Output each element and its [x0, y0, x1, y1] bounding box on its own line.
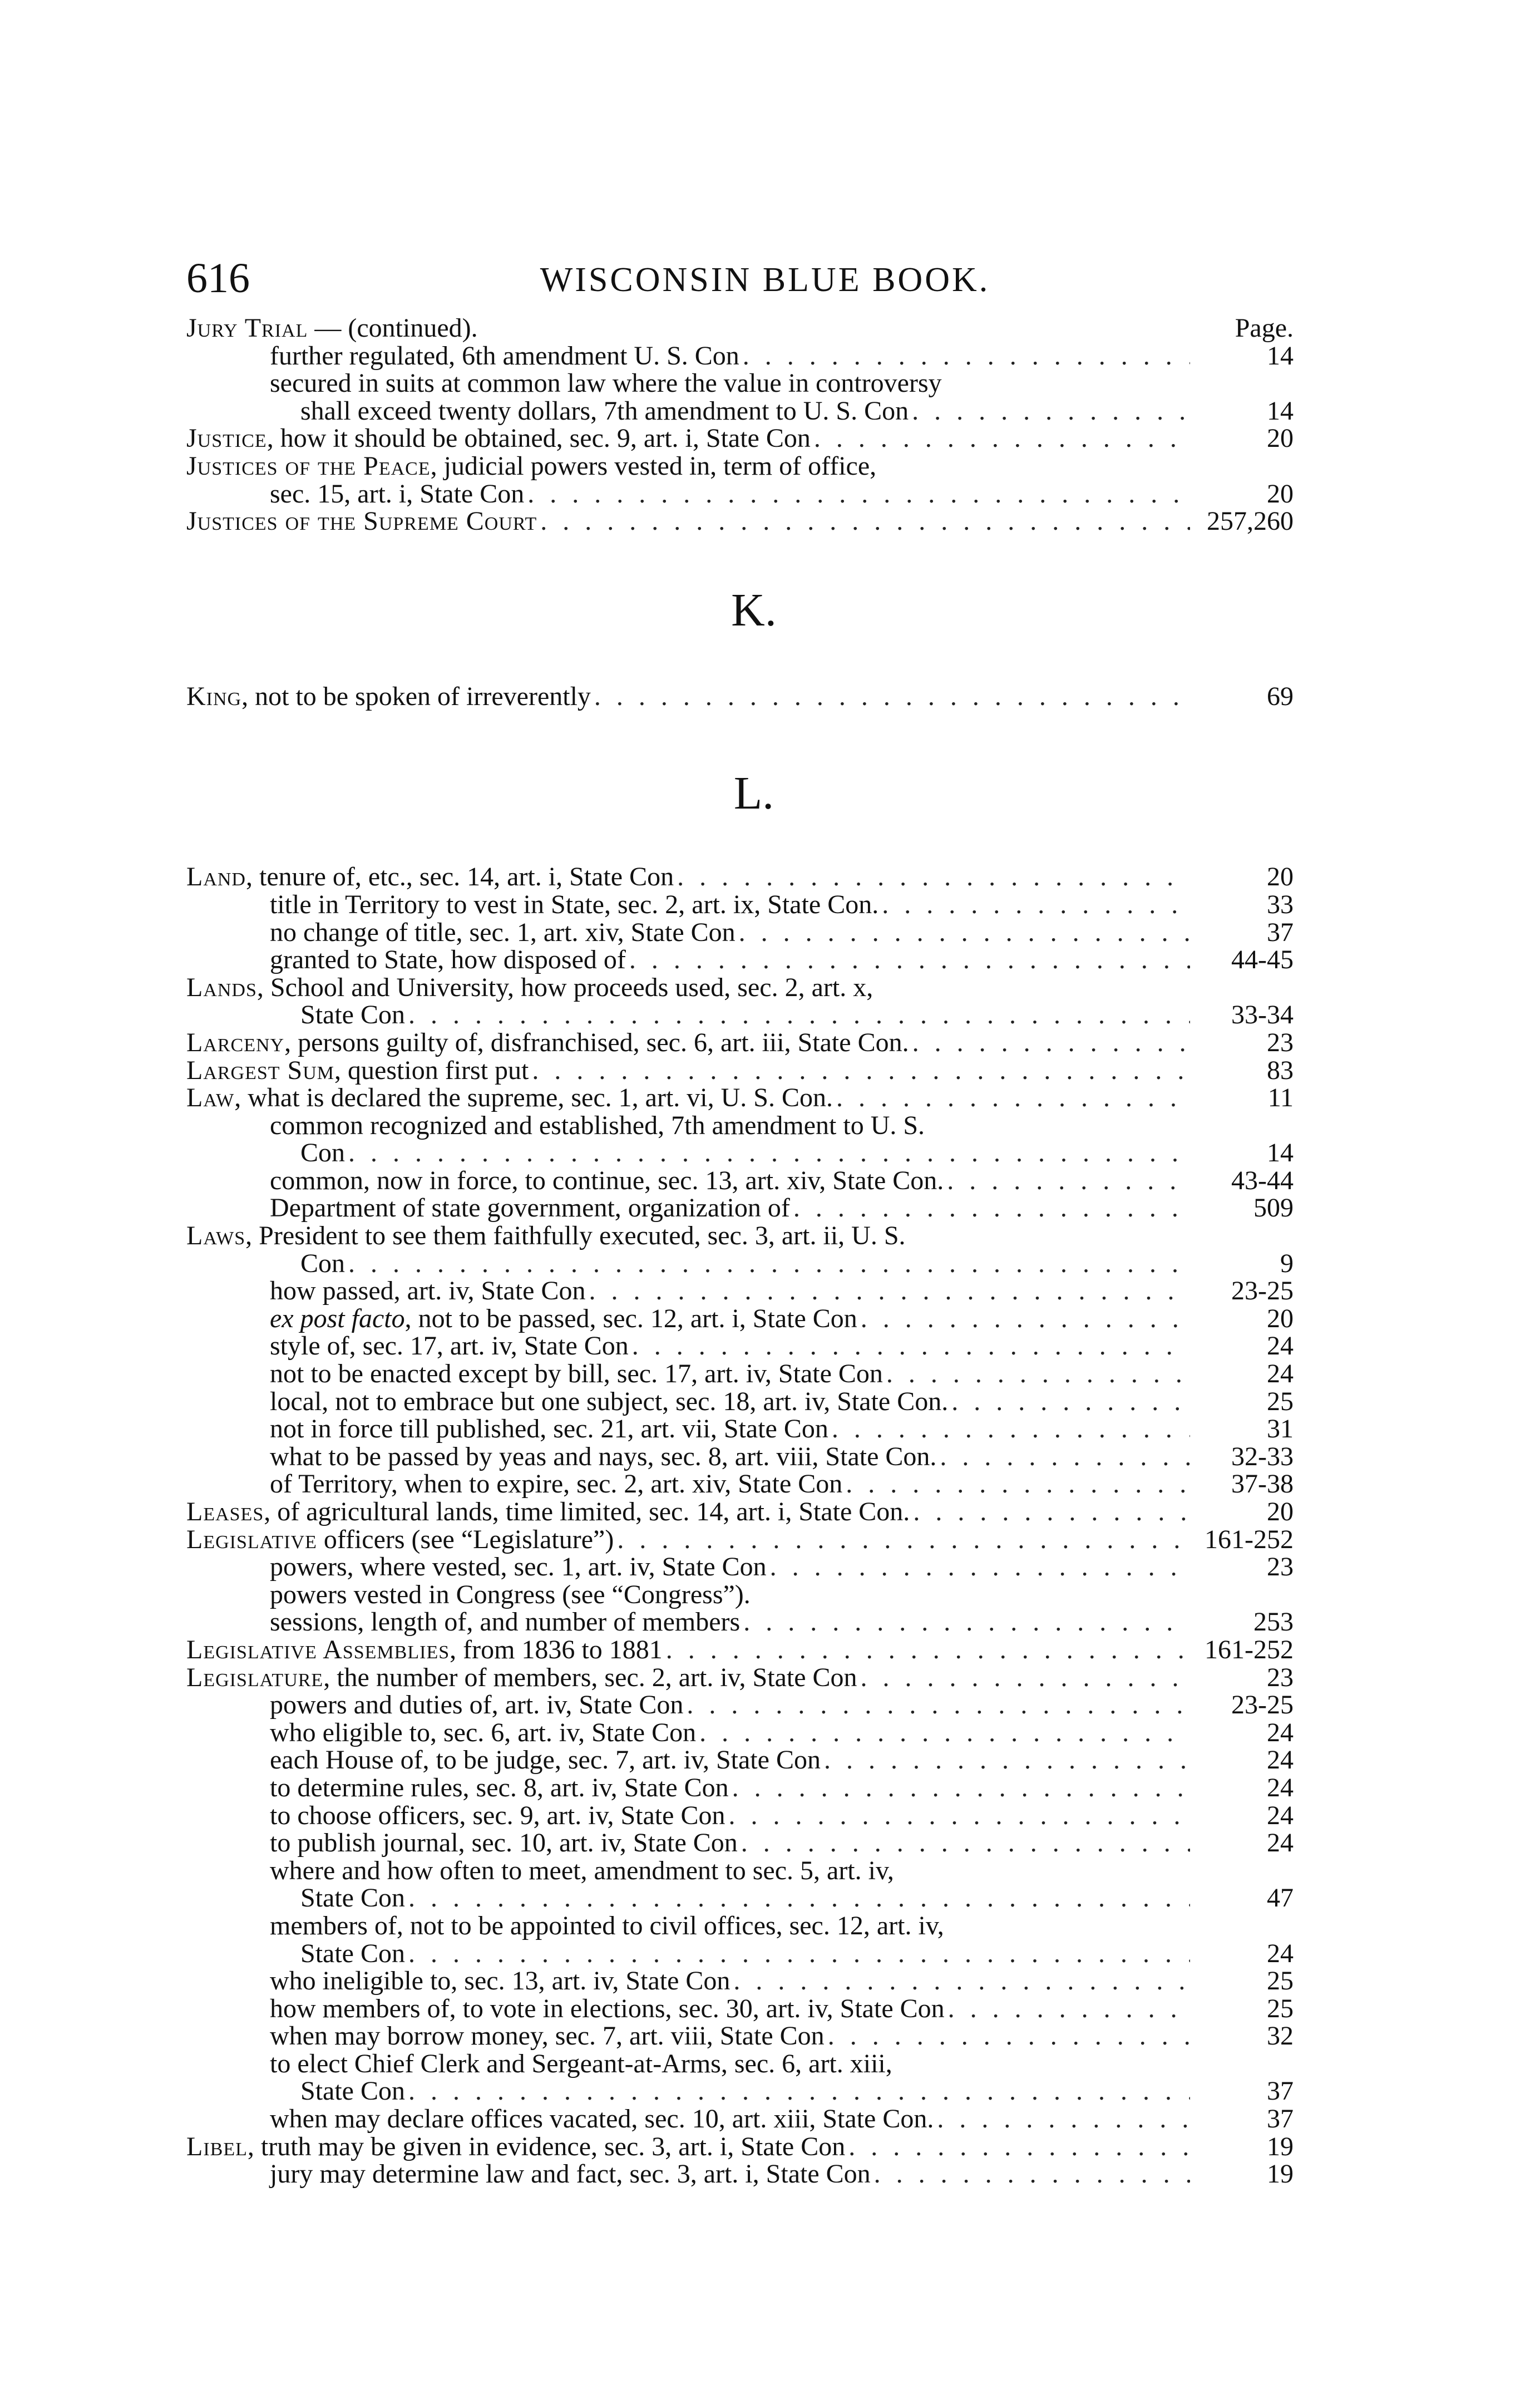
dot-leader: [348, 1139, 1190, 1167]
entry-body: sessions, length of, and number of members: [270, 1607, 741, 1637]
entry-body: powers, where vested, sec. 1, art. iv, State Con: [270, 1552, 767, 1582]
entry-body: members of, not to be appointed to civil offices, sec. 12, art. iv,: [270, 1910, 944, 1940]
entry-text: [186, 974, 873, 1002]
entry-page: 47: [1267, 1883, 1294, 1913]
entry-page: 37-38: [1231, 1469, 1294, 1499]
dot-leader: [848, 2133, 1190, 2161]
entry-text: shall exceed twenty dollars, 7th amendment to U. S. Con: [300, 396, 909, 426]
entry-page: 32: [1267, 2021, 1294, 2051]
dot-leader: [739, 919, 1190, 947]
dot-leader: [874, 2160, 1190, 2188]
dot-leader: [408, 1940, 1190, 1968]
entry-heading: Lands: [186, 972, 257, 1002]
dot-leader: [728, 1802, 1190, 1830]
entry-body: Con: [300, 1248, 345, 1278]
dot-leader: [940, 1443, 1190, 1471]
dot-leader: [687, 1691, 1190, 1719]
dot-leader: [951, 1388, 1190, 1416]
dot-leader: [632, 1332, 1190, 1360]
index-entry: [186, 508, 1294, 535]
entry-text: [186, 1029, 909, 1057]
entry-text: [270, 1746, 821, 1774]
entry-text: [270, 1112, 925, 1140]
index-entry: [186, 1277, 1294, 1305]
index-entry: [186, 1691, 1294, 1719]
entry-body: granted to State, how disposed of: [270, 945, 626, 975]
entry-page: 11: [1267, 1083, 1294, 1113]
entry-page: 20: [1267, 423, 1294, 454]
index-entry: [186, 1995, 1294, 2023]
entry-body: common, now in force, to continue, sec. 13, art. xiv, State Con.: [270, 1165, 944, 1195]
dot-leader: [733, 1967, 1190, 1995]
entry-body: to determine rules, sec. 8, art. iv, State Con: [270, 1772, 729, 1802]
entry-page: 32-33: [1231, 1441, 1294, 1471]
entry-heading: Leases: [186, 1497, 264, 1526]
entry-text: secured in suits at common law where the value in controversy: [270, 368, 942, 398]
entry-body: to publish journal, sec. 10, art. iv, State Con: [270, 1828, 738, 1858]
entry-text: [300, 1884, 405, 1912]
entry-page: 20: [1267, 1497, 1294, 1526]
entry-text: [186, 1084, 833, 1112]
dot-leader: [882, 891, 1190, 919]
entry-page: 19: [1267, 2159, 1294, 2189]
entry-heading: Justices of the Peace: [186, 451, 431, 481]
dot-leader: [828, 2022, 1190, 2050]
entry-text: [186, 1664, 857, 1692]
entry-heading: Legislature: [186, 1662, 324, 1692]
index-entry: [186, 1194, 1294, 1222]
entry-body: , what is declared the supreme, sec. 1, art. vi, U. S. Con.: [234, 1083, 833, 1113]
entry-text: [270, 1829, 738, 1857]
index-entry: [186, 1167, 1294, 1195]
entry-page: 19: [1267, 2131, 1294, 2161]
entry-text: [270, 1194, 790, 1222]
dot-leader: [348, 1250, 1190, 1278]
index-entry: [186, 370, 1294, 397]
entry-page: 25: [1267, 1993, 1294, 2023]
l-entries: [186, 863, 1294, 2188]
entry-body: State Con: [300, 1000, 405, 1030]
entry-text: [300, 1001, 405, 1029]
dot-leader: [532, 1057, 1190, 1085]
entry-heading: Justice: [186, 423, 267, 454]
entry-text: [270, 1277, 585, 1305]
entry-page: 20: [1267, 1303, 1294, 1333]
entry-text: [270, 2050, 892, 2078]
index-entry: [186, 1057, 1294, 1085]
entry-text: Justices of the Peace, judicial powers vested in, term of office,: [186, 451, 877, 481]
dot-leader: [594, 683, 1190, 711]
index-entry: [186, 2160, 1294, 2188]
entry-body: State Con: [300, 1883, 405, 1913]
entry-heading: Largest Sum: [186, 1055, 335, 1085]
entry-heading: Land: [186, 862, 246, 892]
entry-text: [270, 1967, 730, 1995]
index-entry: [186, 342, 1294, 370]
entry-page: 20: [1267, 862, 1294, 892]
entry-text: [270, 891, 878, 919]
entry-heading: Legislative: [186, 1524, 317, 1554]
index-entry: [186, 1470, 1294, 1498]
entry-text: [270, 1691, 683, 1719]
entry-body: , the number of members, sec. 2, art. iv, State Con: [323, 1662, 857, 1692]
entry-page: 257,260: [1207, 506, 1294, 536]
entry-page: 43-44: [1231, 1165, 1294, 1195]
entry-heading: Larceny: [186, 1027, 285, 1057]
entry-body: , of agricultural lands, time limited, sec. 14, art. i, State Con.: [264, 1497, 910, 1526]
index-entry: [186, 1829, 1294, 1857]
entry-body: to choose officers, sec. 9, art. iv, State Con: [270, 1800, 725, 1830]
entry-page: 509: [1253, 1193, 1294, 1223]
entry-body: when may borrow money, sec. 7, art. viii, State Con: [270, 2021, 825, 2051]
entry-page: 23-25: [1231, 1690, 1294, 1720]
entry-body: not to be enacted except by bill, sec. 17, art. iv, State Con: [270, 1359, 883, 1389]
entry-text: [270, 1802, 725, 1830]
index-entry: [186, 974, 1294, 1002]
entry-page: 9: [1280, 1248, 1294, 1278]
entry-text: [186, 1526, 614, 1554]
dot-leader: [886, 1360, 1190, 1388]
entry-body: local, not to embrace but one subject, sec. 18, art. iv, State Con.: [270, 1386, 949, 1416]
entry-text: Justice, how it should be obtained, sec. 9, art. i, State Con: [186, 423, 811, 454]
index-entry: [186, 1415, 1294, 1443]
entry-text: sec. 15, art. i, State Con: [270, 479, 525, 509]
book-page: [186, 253, 1294, 2188]
dot-leader: [770, 1553, 1190, 1581]
entry-body: officers (see “Legislature”): [317, 1524, 614, 1554]
entry-page: 37: [1267, 2076, 1294, 2106]
dot-leader: [947, 1167, 1190, 1195]
dot-leader: [408, 1001, 1190, 1029]
entry-page: 253: [1253, 1607, 1294, 1637]
entry-text: [270, 1470, 842, 1498]
index-entry: [186, 2022, 1294, 2050]
entry-italic: ex post facto: [270, 1303, 405, 1333]
index-entry: [186, 1250, 1294, 1278]
index-entry: [186, 2133, 1294, 2161]
entry-body: where and how often to meet, amendment to sec. 5, art. iv,: [270, 1855, 894, 1885]
index-entry: [186, 1802, 1294, 1830]
dot-leader: [666, 1636, 1190, 1664]
entry-text: [270, 1608, 740, 1636]
entry-body: , tenure of, etc., sec. 14, art. i, State Con: [245, 862, 674, 892]
entry-page: 24: [1267, 1828, 1294, 1858]
dot-leader: [824, 1746, 1190, 1774]
entry-text: [270, 1857, 894, 1885]
entry-body: no change of title, sec. 1, art. xiv, State Con: [270, 917, 736, 947]
entry-body: powers vested in Congress (see “Congress”).: [270, 1579, 751, 1609]
dot-leader: [527, 480, 1190, 508]
entry-page: 23: [1267, 1027, 1294, 1057]
dot-leader: [617, 1526, 1190, 1554]
entry-body: , persons guilty of, disfranchised, sec. 6, art. iii, State Con.: [284, 1027, 909, 1057]
entry-text: [300, 1139, 345, 1167]
index-entry: [186, 1112, 1294, 1140]
index-entry: [186, 1443, 1294, 1471]
dot-leader: [741, 1829, 1190, 1857]
entry-page: 24: [1267, 1938, 1294, 1968]
entry-page: 14: [1267, 341, 1294, 371]
entry-text: [270, 1332, 629, 1360]
continued-note: — (continued).: [308, 313, 478, 343]
entry-page: 14: [1267, 1138, 1294, 1168]
entry-body: each House of, to be judge, sec. 7, art. iv, State Con: [270, 1745, 821, 1775]
entry-page: 69: [1267, 681, 1294, 711]
entry-body: of Territory, when to expire, sec. 2, art. xiv, State Con: [270, 1469, 843, 1499]
index-entry: [186, 1940, 1294, 1968]
entry-text: [270, 1443, 936, 1471]
index-entry: [186, 314, 1294, 342]
index-entry: [186, 1912, 1294, 1940]
entry-body: powers and duties of, art. iv, State Con: [270, 1690, 684, 1720]
index-entry: [186, 1526, 1294, 1554]
entry-text: [270, 1360, 883, 1388]
index-body: [186, 314, 1294, 2188]
entry-body: , School and University, how proceeds used, sec. 2, art. x,: [256, 972, 873, 1002]
index-entry: [186, 891, 1294, 919]
dot-leader: [589, 1277, 1190, 1305]
index-entry: [186, 1664, 1294, 1692]
dot-leader: [793, 1194, 1190, 1222]
index-entry: [186, 1608, 1294, 1636]
entry-page: 161-252: [1205, 1524, 1294, 1554]
index-entry: [186, 1388, 1294, 1416]
dot-leader: [732, 1774, 1190, 1802]
entry-body: State Con: [300, 1938, 405, 1968]
entry-text: [270, 1719, 696, 1747]
dot-leader: [699, 1719, 1190, 1747]
entry-text: [270, 946, 626, 974]
entry-page: 24: [1267, 1745, 1294, 1775]
dot-leader: [937, 2105, 1190, 2133]
entry-body: common recognized and established, 7th amendment to U. S.: [270, 1110, 925, 1140]
dot-leader: [912, 1029, 1190, 1057]
entry-body: how members of, to vote in elections, sec. 30, art. iv, State Con: [270, 1993, 945, 2023]
entry-page: 23: [1267, 1662, 1294, 1692]
entry-page: 33-34: [1231, 1000, 1294, 1030]
dot-leader: [743, 1608, 1190, 1636]
entry-text: [270, 1912, 944, 1940]
dot-leader: [408, 2077, 1190, 2105]
entry-page: 31: [1267, 1414, 1294, 1444]
entry-page: 24: [1267, 1800, 1294, 1830]
entry-text: [270, 1167, 944, 1195]
index-entry: [186, 1139, 1294, 1167]
entry-body: , not to be passed, sec. 12, art. i, State Con: [404, 1303, 857, 1333]
entry-text: [270, 1415, 828, 1443]
entry-page: 23: [1267, 1552, 1294, 1582]
entry-text: [270, 1553, 767, 1581]
dot-leader: [861, 1305, 1190, 1333]
entry-text: King, not to be spoken of irreverently: [186, 681, 591, 711]
entry-text: [270, 1995, 945, 2023]
entry-page: 25: [1267, 1386, 1294, 1416]
entry-text: [270, 1388, 948, 1416]
dot-leader: [912, 397, 1190, 425]
index-entry: [186, 863, 1294, 891]
entry-body: what to be passed by yeas and nays, sec. 8, art. viii, State Con.: [270, 1441, 937, 1471]
entry-page: 25: [1267, 1966, 1294, 1996]
entry-text: [270, 1581, 751, 1609]
entry-page: 161-252: [1205, 1634, 1294, 1664]
entry-text: [270, 2022, 825, 2050]
running-title: WISCONSIN BLUE BOOK.: [540, 261, 990, 299]
index-entry: [186, 1884, 1294, 1912]
entry-body: Department of state government, organization of: [270, 1193, 790, 1223]
entry-body: when may declare offices vacated, sec. 10, art. xiii, State Con.: [270, 2104, 934, 2134]
entry-body: to elect Chief Clerk and Sergeant-at-Arms, sec. 6, art. xiii,: [270, 2048, 892, 2078]
entry-page: 23-25: [1231, 1276, 1294, 1306]
entry-body: , truth may be given in evidence, sec. 3, art. i, State Con: [247, 2131, 846, 2161]
entry-text: [186, 314, 478, 342]
index-entry: [186, 1636, 1294, 1664]
entry-text: [186, 1057, 529, 1085]
entry-page: 24: [1267, 1359, 1294, 1389]
entry-text: [270, 1774, 729, 1802]
entry-heading: Laws: [186, 1221, 246, 1251]
entry-text: [186, 863, 674, 891]
entry-text: [186, 2133, 845, 2161]
entry-page: 44-45: [1231, 945, 1294, 975]
dot-leader: [629, 946, 1190, 974]
entry-heading: Justices of the Supreme Court: [186, 506, 537, 536]
entry-text: [300, 1940, 405, 1968]
entry-body: title in Territory to vest in State, sec. 2, art. ix, State Con.: [270, 889, 879, 919]
index-entry: [186, 1746, 1294, 1774]
entry-text: [300, 1250, 345, 1278]
entry-heading: Libel: [186, 2131, 248, 2161]
index-entry: [186, 1498, 1294, 1526]
entry-text: [270, 919, 736, 947]
entry-page: 37: [1267, 917, 1294, 947]
section-letter-k: K.: [731, 584, 777, 636]
section-letter-l: L.: [733, 767, 774, 820]
index-entry: [186, 919, 1294, 947]
entry-text: [186, 1222, 906, 1250]
dot-leader: [846, 1470, 1190, 1498]
index-entry: [186, 1222, 1294, 1250]
index-entry: [186, 1360, 1294, 1388]
index-entry: [186, 1332, 1294, 1360]
index-entry: [186, 2050, 1294, 2078]
index-entry: [186, 1857, 1294, 1885]
index-entry: [186, 452, 1294, 480]
index-entry: [186, 1719, 1294, 1747]
entry-text: [270, 2105, 934, 2133]
index-entry: [186, 1774, 1294, 1802]
entry-heading: King: [186, 681, 242, 711]
index-entry: [186, 2077, 1294, 2105]
entry-text: [186, 1498, 910, 1526]
entry-page: 20: [1267, 479, 1294, 509]
entry-page: 14: [1267, 396, 1294, 426]
entry-heading: Law: [186, 1083, 235, 1113]
dot-leader: [677, 863, 1190, 891]
entry-page: 24: [1267, 1717, 1294, 1747]
page-number: 616: [186, 255, 250, 302]
index-entry: [186, 1305, 1294, 1333]
entry-heading: Legislative Assemblies: [186, 1634, 450, 1664]
entry-page: 24: [1267, 1331, 1294, 1361]
entry-page: 83: [1267, 1055, 1294, 1085]
dot-leader: [814, 425, 1190, 452]
entry-text: [270, 1305, 857, 1333]
entry-body: State Con: [300, 2076, 405, 2106]
dot-leader: [743, 342, 1190, 370]
entry-body: how passed, art. iv, State Con: [270, 1276, 586, 1306]
entry-page: 24: [1267, 1772, 1294, 1802]
running-head: [186, 253, 1294, 314]
entry-text: [300, 2077, 405, 2105]
entry-body: not in force till published, sec. 21, art. vii, State Con: [270, 1414, 828, 1444]
index-entry: [186, 1001, 1294, 1029]
entry-body: jury may determine law and fact, sec. 3, art. i, State Con: [270, 2159, 871, 2189]
entry-body: , from 1836 to 1881: [450, 1634, 663, 1664]
entry-body: , question first put: [334, 1055, 529, 1085]
index-entry: [186, 397, 1294, 425]
entry-text: [270, 2160, 871, 2188]
index-entry: [186, 1967, 1294, 1995]
entry-page: 37: [1267, 2104, 1294, 2134]
dot-leader: [913, 1498, 1190, 1526]
dot-leader: [540, 508, 1190, 535]
index-entry: [186, 1553, 1294, 1581]
dot-leader: [832, 1415, 1190, 1443]
entry-text: [186, 1636, 663, 1664]
index-entry: [186, 1084, 1294, 1112]
index-entry: [186, 480, 1294, 508]
entry-page: 33: [1267, 889, 1294, 919]
entry-text: [186, 508, 537, 535]
index-entry: [186, 946, 1294, 974]
page-column-label: Page.: [1235, 313, 1294, 343]
dot-leader: [861, 1664, 1190, 1692]
entry-body: style of, sec. 17, art. iv, State Con: [270, 1331, 629, 1361]
index-entry: [186, 1029, 1294, 1057]
index-entry: [186, 683, 1294, 711]
dot-leader: [948, 1995, 1190, 2023]
entry-text: further regulated, 6th amendment U. S. Con: [270, 341, 739, 371]
entry-body: , President to see them faithfully executed, sec. 3, art. ii, U. S.: [245, 1221, 906, 1251]
entry-body: who eligible to, sec. 6, art. iv, State Con: [270, 1717, 697, 1747]
index-entry: [186, 2105, 1294, 2133]
index-entry: [186, 425, 1294, 452]
dot-leader: [408, 1884, 1190, 1912]
entry-heading: Jury Trial: [186, 313, 308, 343]
dot-leader: [836, 1084, 1190, 1112]
entry-body: who ineligible to, sec. 13, art. iv, State Con: [270, 1966, 730, 1996]
entry-body: Con: [300, 1138, 345, 1168]
index-entry: [186, 1581, 1294, 1609]
